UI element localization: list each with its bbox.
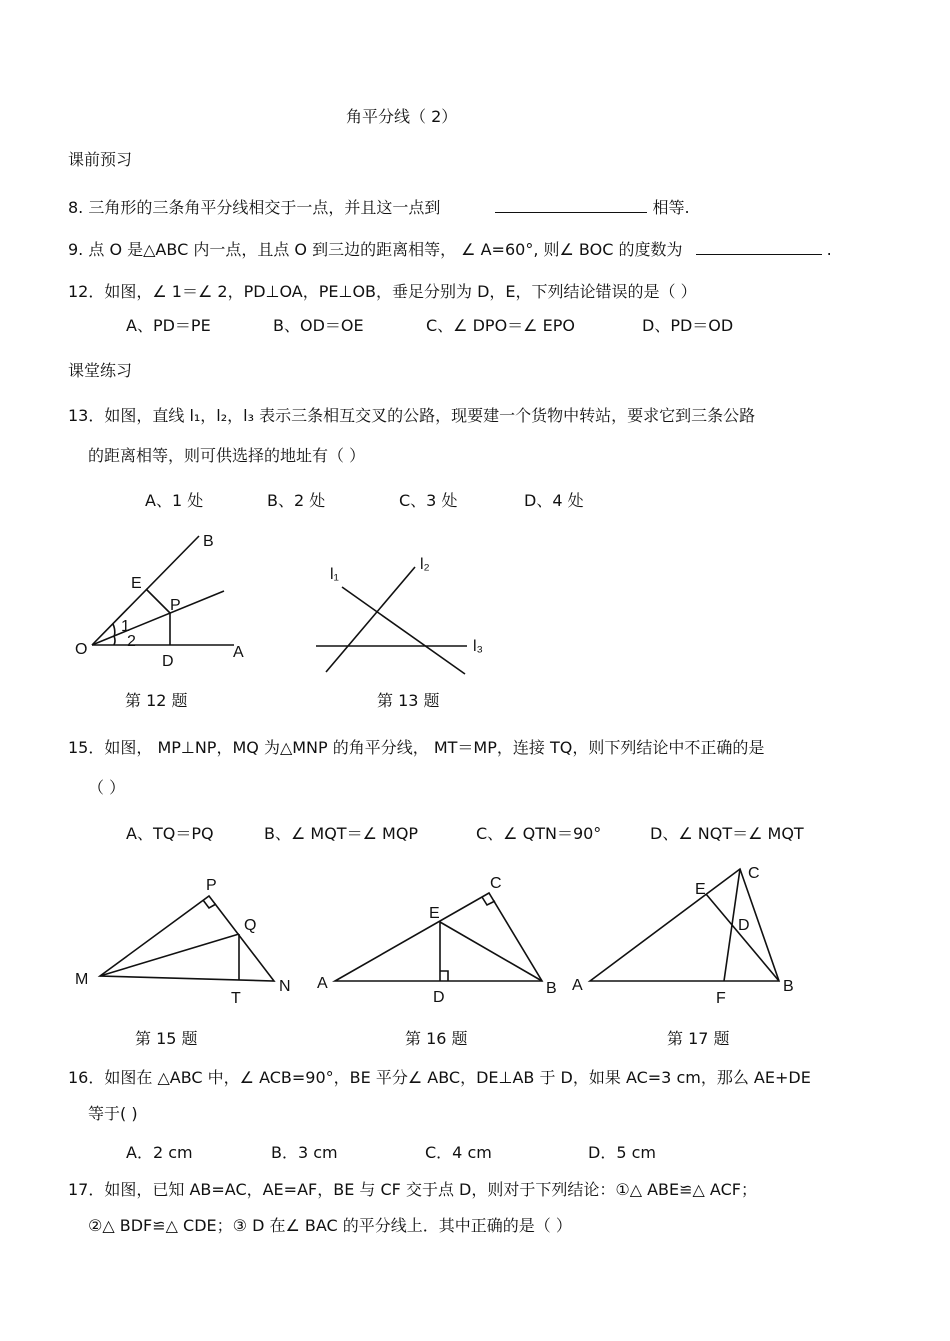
q15-option-c[interactable]: C、∠ QTN＝90°: [476, 824, 602, 843]
label-e: E: [695, 881, 706, 898]
q12-option-a[interactable]: A、PD＝PE: [126, 316, 211, 335]
segment-pe: [146, 589, 170, 613]
label-a: A: [317, 975, 328, 992]
bisector-op: [92, 591, 224, 645]
question-12-stem: 12．如图，∠ 1＝∠ 2，PD⊥OA，PE⊥OB，垂足分别为 D，E，下列结论错误的是（ ）: [68, 282, 697, 301]
q12-option-d[interactable]: D、PD＝OD: [642, 316, 734, 335]
question-15-stem: 15．如图， MP⊥NP，MQ 为△MNP 的角平分线， MT＝MP，连接 TQ，则下列结论中不正确的是: [68, 738, 765, 757]
question-16-stem-line1: 16．如图在 △ABC 中，∠ ACB=90°，BE 平分∠ ABC，DE⊥AB 于 D，如果 AC=3 cm，那么 AE+DE: [68, 1068, 811, 1087]
q16-option-d[interactable]: D．5 cm: [588, 1143, 656, 1162]
label-d: D: [433, 989, 445, 1006]
label-d: D: [162, 653, 174, 670]
label-l3: l₃: [473, 638, 484, 655]
label-b: B: [203, 533, 214, 550]
q12-option-b[interactable]: B、OD＝OE: [273, 316, 364, 335]
label-n: N: [279, 978, 291, 995]
question-9-text: 9. 点 O 是△ABC 内一点，且点 O 到三边的距离相等， ∠ A=60°, 则∠ BOC 的度数为: [68, 240, 683, 259]
label-l2: l₂: [420, 556, 430, 573]
figure-13: [316, 556, 483, 674]
label-1: 1: [121, 618, 130, 635]
figure-17: [572, 865, 794, 1007]
figure-17-caption: 第 17 题: [667, 1029, 730, 1048]
question-15-paren: （ ）: [88, 778, 126, 797]
q15-option-a[interactable]: A、TQ＝PQ: [126, 824, 214, 843]
q16-option-a[interactable]: A．2 cm: [126, 1143, 193, 1162]
label-a: A: [233, 644, 244, 661]
label-c: C: [490, 875, 502, 892]
figure-15-caption: 第 15 题: [135, 1029, 198, 1048]
label-f: F: [716, 990, 726, 1007]
ray-ob: [92, 536, 199, 645]
figure-12: [75, 533, 244, 670]
label-b: B: [783, 978, 794, 995]
q15-option-b[interactable]: B、∠ MQT＝∠ MQP: [264, 824, 419, 843]
label-2: 2: [127, 633, 136, 650]
label-m: M: [75, 971, 89, 988]
label-o: O: [75, 641, 88, 658]
section-heading-preview: 课前预习: [68, 150, 133, 169]
right-angle-mark-d: [440, 971, 448, 981]
figure-15: [75, 877, 291, 1007]
q12-option-c[interactable]: C、∠ DPO＝∠ EPO: [426, 316, 575, 335]
question-9-end: .: [826, 240, 832, 259]
segment-be: [706, 894, 779, 981]
section-heading-practice: 课堂练习: [68, 361, 133, 380]
line-l2: [326, 567, 415, 672]
question-13-stem-line1: 13．如图，直线 l₁，l₂，l₃ 表示三条相互交叉的公路，现要建一个货物中转站，要求它到三条公路: [68, 406, 756, 425]
segment-be: [440, 922, 542, 981]
question-16-stem-line2: 等于( ): [88, 1104, 138, 1123]
q13-option-c[interactable]: C、3 处: [399, 491, 458, 510]
right-angle-mark-p: [203, 900, 216, 908]
question-8-end: 相等.: [652, 198, 690, 217]
label-b: B: [546, 980, 557, 997]
label-l1: l₁: [330, 566, 339, 583]
label-p: P: [206, 877, 217, 894]
figure-16: [317, 875, 557, 1006]
q16-option-c[interactable]: C．4 cm: [425, 1143, 492, 1162]
q13-option-d[interactable]: D、4 处: [524, 491, 584, 510]
question-13-stem-line2: 的距离相等，则可供选择的地址有（ ）: [88, 446, 366, 465]
label-e: E: [429, 905, 440, 922]
q13-option-b[interactable]: B、2 处: [267, 491, 326, 510]
question-17-stem-line1: 17．如图，已知 AB=AC，AE=AF，BE 与 CF 交于点 D，则对于下列结论：①△ ABE≌△ ACF；: [68, 1180, 757, 1199]
angle-arc-1: [113, 624, 115, 637]
question-17-stem-line2: ②△ BDF≌△ CDE；③ D 在∠ BAC 的平分线上．其中正确的是（ ）: [88, 1216, 572, 1235]
q15-option-d[interactable]: D、∠ NQT＝∠ MQT: [650, 824, 804, 843]
figure-16-caption: 第 16 题: [405, 1029, 468, 1048]
label-e: E: [131, 575, 142, 592]
q13-option-a[interactable]: A、1 处: [145, 491, 204, 510]
label-d: D: [738, 917, 750, 934]
label-c: C: [748, 865, 760, 882]
figure-13-caption: 第 13 题: [377, 691, 440, 710]
triangle-abc: [590, 869, 779, 981]
label-q: Q: [244, 917, 257, 934]
label-a: A: [572, 977, 583, 994]
figure-12-caption: 第 12 题: [125, 691, 188, 710]
question-8-text: 8. 三角形的三条角平分线相交于一点，并且这一点到: [68, 198, 441, 217]
q16-option-b[interactable]: B．3 cm: [271, 1143, 338, 1162]
angle-arc-2: [114, 636, 115, 645]
label-p: P: [170, 597, 181, 614]
page-title: 角平分线（ 2）: [346, 107, 458, 126]
label-t: T: [231, 990, 241, 1007]
bisector-mq: [100, 934, 239, 976]
